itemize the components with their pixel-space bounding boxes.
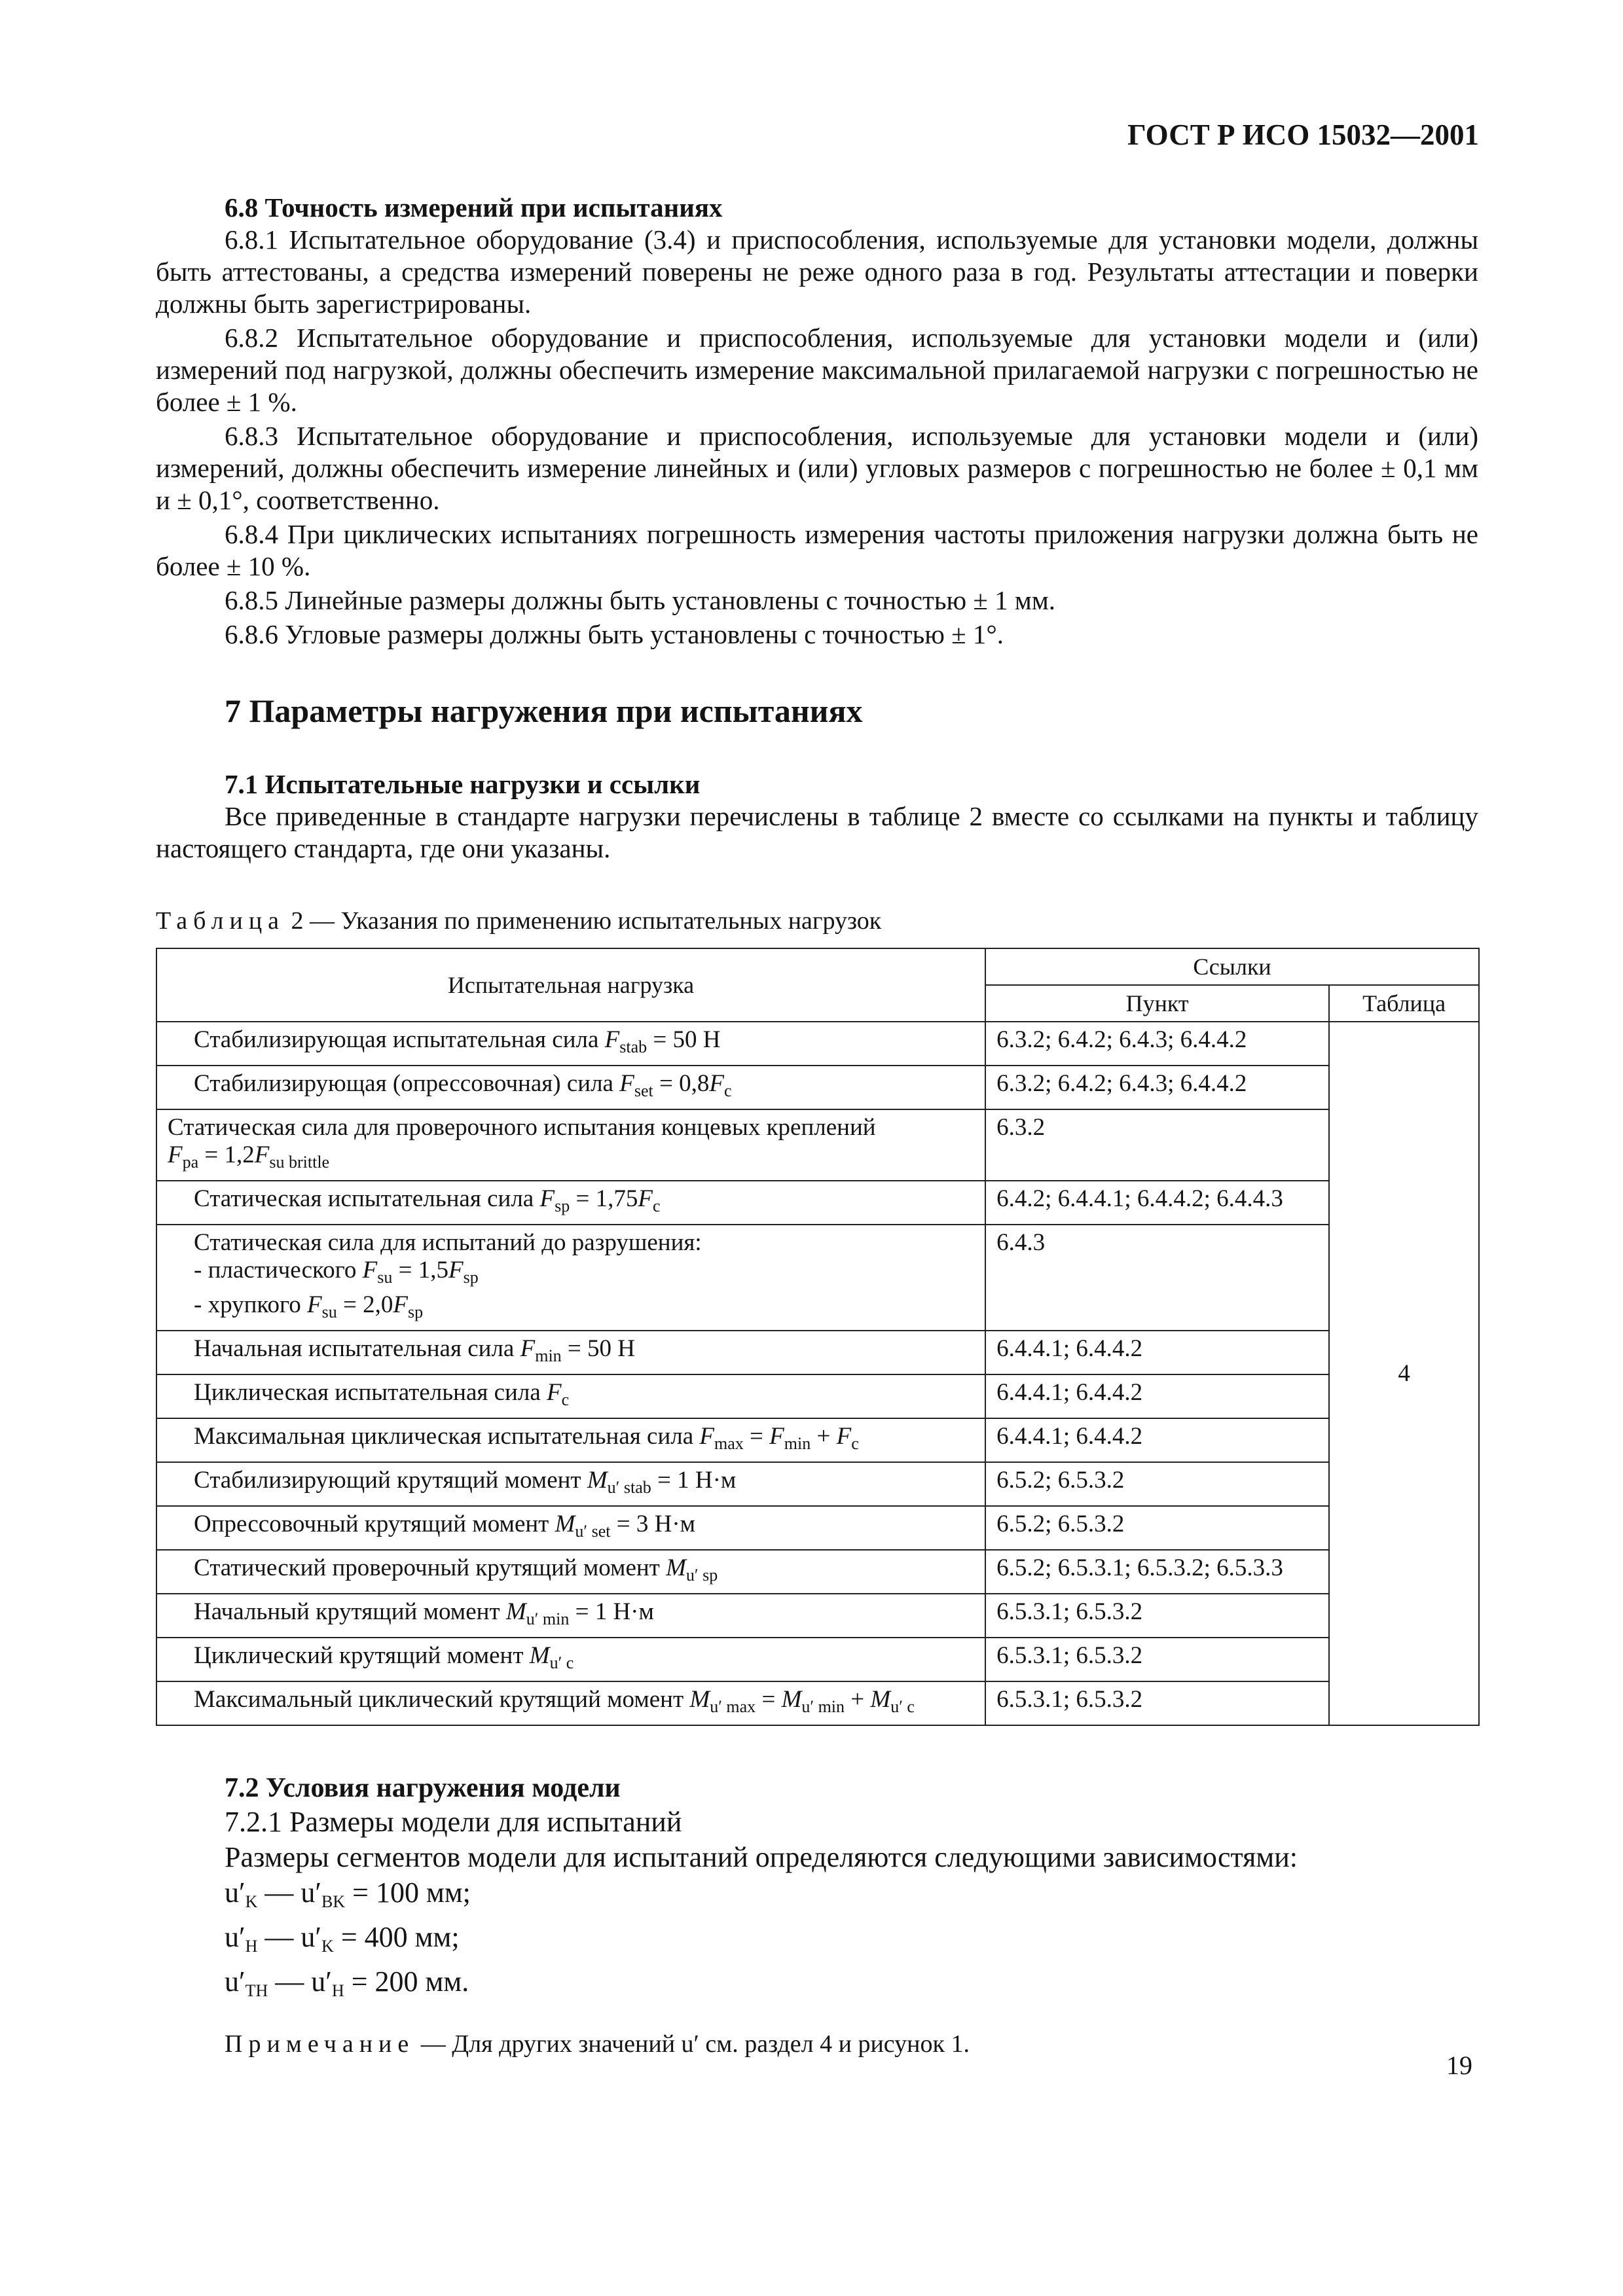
table-row xyxy=(156,1418,1479,1462)
page-number: 19 xyxy=(1446,2051,1472,2080)
document-header: ГОСТ Р ИСО 15032—2001 xyxy=(1127,118,1479,151)
clause-cell: 6.4.2; 6.4.4.1; 6.4.4.2; 6.4.4.3 xyxy=(985,1181,1329,1225)
header-references: Ссылки xyxy=(985,948,1479,985)
note-label: Примечание xyxy=(225,2030,415,2058)
table-row xyxy=(156,1225,1479,1331)
table-row xyxy=(156,1506,1479,1550)
load-name-cell: Статическая сила для испытаний до разрушения: - пластического $F_{su} = 1,5F_{sp}$ - хрупкого $F_{su} = 2,0F_{sp}$ xyxy=(156,1225,985,1331)
note-text: — Для других значений u′ см. раздел 4 и рисунок 1. xyxy=(414,2030,970,2058)
table-row xyxy=(156,1681,1479,1725)
section-7-1-title: 7.1 Испытательные нагрузки и ссылки xyxy=(225,769,701,799)
paragraph-7-2-1: 7.2.1 Размеры модели для испытаний xyxy=(225,1806,682,1838)
clause-cell: 6.4.3 xyxy=(985,1225,1329,1331)
table-row xyxy=(156,1181,1479,1225)
clause-cell: 6.5.3.1; 6.5.3.2 xyxy=(985,1638,1329,1681)
formula-2: $u'_H$ — $u'_K = 400$ мм; xyxy=(225,1921,460,1956)
paragraph-7-1: Все приведенные в стандарте нагрузки перечислены в таблице 2 вместе со ссылками на пункты и таблицу настоящего стандарта, где они указаны. xyxy=(156,801,1478,863)
clause-cell: 6.5.3.1; 6.5.3.2 xyxy=(985,1681,1329,1725)
clause-cell: 6.4.4.1; 6.4.4.2 xyxy=(985,1374,1329,1418)
paragraph-6-8-1: 6.8.1 Испытательное оборудование (3.4) и приспособления, используемые для установки модели, должны быть аттестованы, а средства измерений поверены не реже одного раза в год. Результаты аттестации и поверки должны быть зарегистрированы. xyxy=(156,224,1478,319)
table-caption-label: Таблица xyxy=(156,907,285,935)
section-7-2-title: 7.2 Условия нагружения модели xyxy=(225,1773,621,1803)
clause-cell: 6.5.3.1; 6.5.3.2 xyxy=(985,1594,1329,1638)
load-name-cell: Стабилизирующая (опрессовочная) сила $F_{set} = 0,8F_c$ xyxy=(156,1066,985,1109)
paragraph-6-8-3: 6.8.3 Испытательное оборудование и приспособления, используемые для установки модели и (или) измерений, должны обеспечить измерение линейных и (или) угловых размеров с погрешностью не более ± 0,1 мм и ± 0,1°, соответственно. xyxy=(156,421,1478,515)
clause-cell: 6.3.2 xyxy=(985,1109,1329,1181)
header-test-load: Испытательная нагрузка xyxy=(156,948,985,1022)
paragraph-6-8-5: 6.8.5 Линейные размеры должны быть установлены с точностью ± 1 мм. xyxy=(225,585,1056,615)
table-row xyxy=(156,1594,1479,1638)
section-6-8-title: 6.8 Точность измерений при испытаниях xyxy=(225,192,723,223)
clause-cell: 6.4.4.1; 6.4.4.2 xyxy=(985,1418,1329,1462)
table-row xyxy=(156,1066,1479,1109)
load-name-cell: Статический проверочный крутящий момент $M_{u' sp}$ xyxy=(156,1550,985,1594)
load-name-cell: Опрессовочный крутящий момент $M_{u' set} = 3$ Н·м xyxy=(156,1506,985,1550)
clause-cell: 6.5.2; 6.5.3.2 xyxy=(985,1462,1329,1506)
loads-table xyxy=(156,948,1480,1726)
load-name-cell: Циклическая испытательная сила $F_c$ xyxy=(156,1374,985,1418)
formula-3: $u'_{TH}$ — $u'_H = 200$ мм. xyxy=(225,1965,469,2000)
note xyxy=(225,2028,1478,2060)
clause-cell: 6.3.2; 6.4.2; 6.4.3; 6.4.4.2 xyxy=(985,1022,1329,1066)
section-7-title: 7 Параметры нагружения при испытаниях xyxy=(225,692,863,729)
table-row xyxy=(156,1638,1479,1681)
clause-cell: 6.5.2; 6.5.3.1; 6.5.3.2; 6.5.3.3 xyxy=(985,1550,1329,1594)
header-clause: Пункт xyxy=(985,985,1329,1022)
load-name-cell: Начальный крутящий момент $M_{u' min} = 1$ Н·м xyxy=(156,1594,985,1638)
clause-cell: 6.4.4.1; 6.4.4.2 xyxy=(985,1331,1329,1374)
clause-cell: 6.5.2; 6.5.3.2 xyxy=(985,1506,1329,1550)
paragraph-6-8-2: 6.8.2 Испытательное оборудование и приспособления, используемые для установки модели и (или) измерений под нагрузкой, должны обеспечить измерение максимальной прилагаемой нагрузки с погрешностью не более ± 1 %. xyxy=(156,323,1478,417)
paragraph-7-2-1-text: Размеры сегментов модели для испытаний определяются следующими зависимостями: xyxy=(225,1841,1298,1873)
table-row xyxy=(156,1331,1479,1374)
formula-1: $u'_K$ — $u'_{BK} = 100$ мм; xyxy=(225,1876,471,1911)
load-name-cell: Статическая испытательная сила $F_{sp} = 1,75F_c$ xyxy=(156,1181,985,1225)
paragraph-6-8-6: 6.8.6 Угловые размеры должны быть установлены с точностью ± 1°. xyxy=(225,619,1004,649)
paragraph-6-8-4: 6.8.4 При циклических испытаниях погрешность измерения частоты приложения нагрузки должна быть не более ± 10 %. xyxy=(156,519,1478,581)
table-row xyxy=(156,1462,1479,1506)
table-caption-text: 2 — Указания по применению испытательных нагрузок xyxy=(291,907,882,935)
load-name-cell: Статическая сила для проверочного испытания концевых креплений $F_{pa} = 1,2F_{su brittle}$ xyxy=(156,1109,985,1181)
table-row xyxy=(156,1374,1479,1418)
table-row xyxy=(156,1109,1479,1181)
load-name-cell: Максимальная циклическая испытательная сила $F_{max} = F_{min} + F_c$ xyxy=(156,1418,985,1462)
load-name-cell: Начальная испытательная сила $F_{min} = 50$ Н xyxy=(156,1331,985,1374)
load-name-cell: Циклический крутящий момент $M_{u' c}$ xyxy=(156,1638,985,1681)
load-name-cell: Стабилизирующий крутящий момент $M_{u' stab} = 1$ Н·м xyxy=(156,1462,985,1506)
table-caption xyxy=(156,905,1478,937)
table-row xyxy=(156,1550,1479,1594)
table-row xyxy=(156,1022,1479,1066)
page-content xyxy=(156,192,1478,2060)
load-name-cell: Максимальный циклический крутящий момент $M_{u' max} = M_{u' min} + M_{u' c}$ xyxy=(156,1681,985,1725)
table-ref-cell: 4 xyxy=(1329,1022,1479,1725)
header-table: Таблица xyxy=(1329,985,1479,1022)
section-7-2 xyxy=(156,1772,1478,2060)
clause-cell: 6.3.2; 6.4.2; 6.4.3; 6.4.4.2 xyxy=(985,1066,1329,1109)
load-name-cell: Стабилизирующая испытательная сила $F_{stab} = 50$ Н xyxy=(156,1022,985,1066)
